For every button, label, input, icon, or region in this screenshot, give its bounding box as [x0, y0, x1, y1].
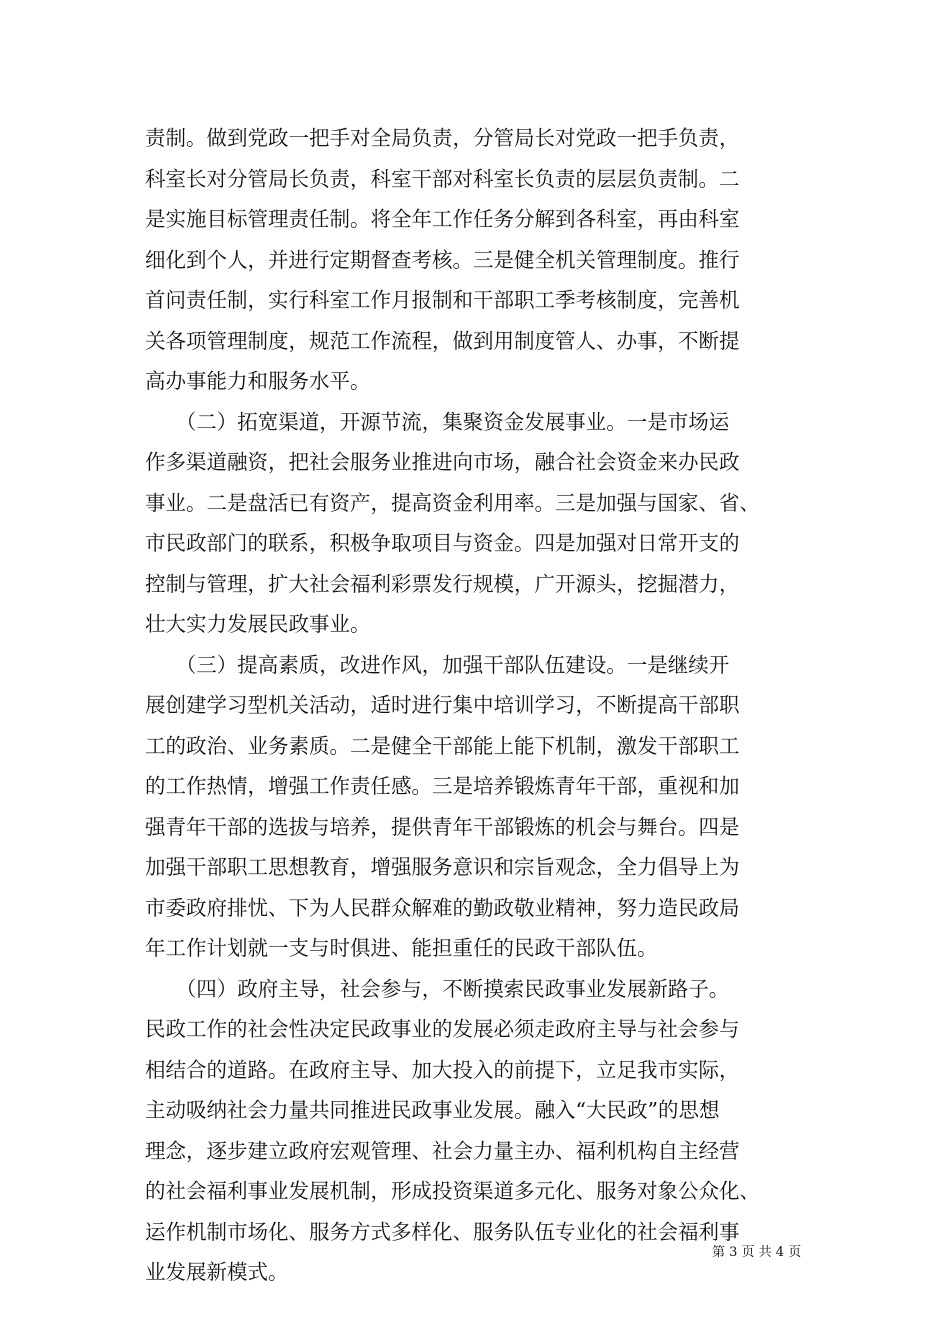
- text-line: 民政工作的社会性决定民政事业的发展必须走政府主导与社会参与: [145, 1017, 740, 1041]
- text-line: （二）拓宽渠道，开源节流，集聚资金发展事业。一是市场运: [145, 409, 730, 434]
- text-line: 作多渠道融资，把社会服务业推进向市场，融合社会资金来办民政: [145, 450, 740, 474]
- text-line: 壮大实力发展民政事业。: [145, 612, 371, 636]
- text-line: （四）政府主导，社会参与，不断摸索民政事业发展新路子。: [145, 976, 730, 1001]
- text-line: 市委政府排忧、下为人民群众解难的勤政敬业精神，努力造民政局: [145, 895, 740, 920]
- text-line: 的工作热情，增强工作责任感。三是培养锻炼青年干部，重视和加: [145, 774, 740, 798]
- text-line: 强青年干部的选拔与培养，提供青年干部锻炼的机会与舞台。四是: [145, 814, 740, 839]
- text-line: （三）提高素质，改进作风，加强干部队伍建设。一是继续开: [145, 652, 730, 677]
- text-line: 科室长对分管局长负责，科室干部对科室长负责的层层负责制。二: [145, 166, 740, 191]
- text-line: 细化到个人，并进行定期督查考核。三是健全机关管理制度。推行: [145, 247, 740, 272]
- text-line: 运作机制市场化、服务方式多样化、服务队伍专业化的社会福利事: [145, 1219, 740, 1244]
- text-line: 加强干部职工思想教育，增强服务意识和宗旨观念，全力倡导上为: [145, 855, 740, 879]
- text-line: 关各项管理制度，规范工作流程，做到用制度管人、办事，不断提: [145, 328, 740, 353]
- text-line: 主动吸纳社会力量共同推进民政事业发展。融入“大民政”的思想: [145, 1098, 720, 1122]
- document-body: [145, 118, 805, 1293]
- text-line: 的社会福利事业发展机制，形成投资渠道多元化、服务对象公众化、: [145, 1179, 760, 1203]
- text-line: 是实施目标管理责任制。将全年工作任务分解到各科室，再由科室: [145, 207, 740, 231]
- text-line: 年工作计划就一支与时俱进、能担重任的民政干部队伍。: [145, 936, 658, 960]
- text-line: 业发展新模式。: [145, 1260, 289, 1284]
- text-line: 首问责任制，实行科室工作月报制和干部职工季考核制度，完善机: [145, 288, 740, 312]
- text-line: 控制与管理，扩大社会福利彩票发行规模，广开源头，挖掘潜力，: [145, 571, 740, 596]
- text-line: 相结合的道路。在政府主导、加大投入的前提下，立足我市实际，: [145, 1057, 740, 1082]
- text-line: 工的政治、业务素质。二是健全干部能上能下机制，激发干部职工: [145, 733, 740, 758]
- text-line: 理念，逐步建立政府宏观管理、社会力量主办、福利机构自主经营: [145, 1138, 740, 1163]
- text-line: 市民政部门的联系，积极争取项目与资金。四是加强对日常开支的: [145, 531, 740, 555]
- text-line: 责制。做到党政一把手对全局负责，分管局长对党政一把手负责，: [145, 126, 740, 150]
- text-line: 事业。二是盘活已有资产，提高资金利用率。三是加强与国家、省、: [145, 490, 760, 515]
- text-line: 高办事能力和服务水平。: [145, 369, 371, 393]
- text-line: 展创建学习型机关活动，适时进行集中培训学习，不断提高干部职: [145, 693, 740, 717]
- page-number-footer: 第 3 页 共 4 页: [712, 1245, 802, 1260]
